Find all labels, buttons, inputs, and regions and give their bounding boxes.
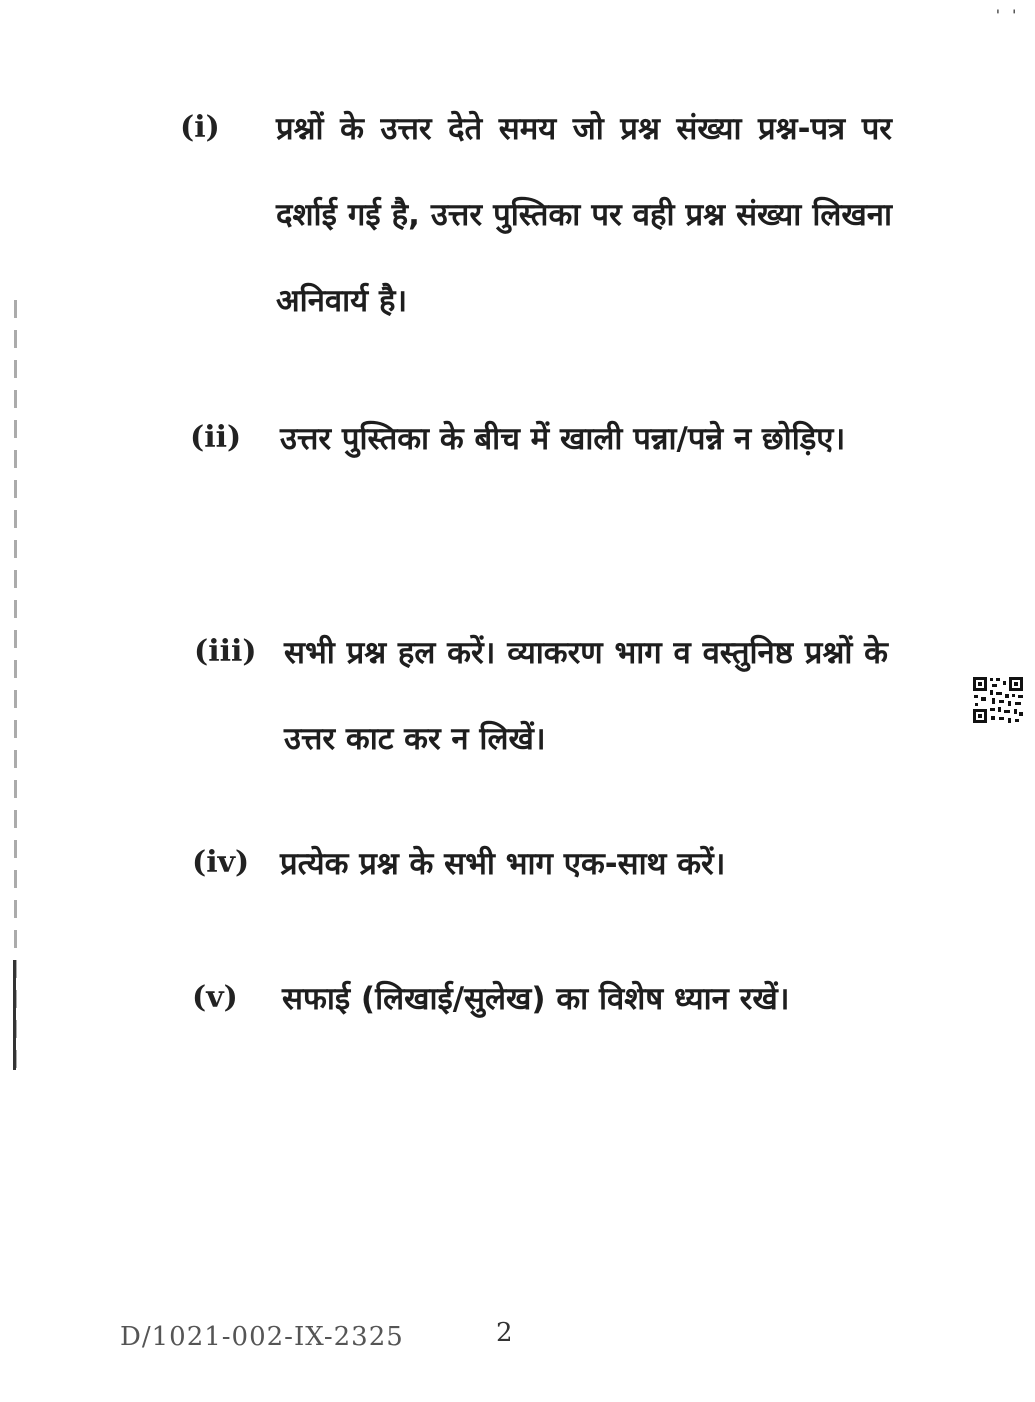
scan-corner-mark: ' ' — [996, 8, 1021, 24]
instruction-number: (iii) — [194, 634, 257, 669]
instruction-number: (iv) — [192, 845, 250, 880]
qr-code-icon — [972, 676, 1024, 724]
instruction-text: उत्तर पुस्तिका के बीच में खाली पन्ना/पन्ने न छोड़िए। — [280, 421, 846, 457]
instruction-number: (i) — [180, 110, 220, 145]
instruction-text: प्रत्येक प्रश्न के सभी भाग एक-साथ करें। — [280, 846, 726, 882]
instruction-number: (v) — [192, 980, 238, 1015]
instruction-text: सफाई (लिखाई/सुलेख) का विशेष ध्यान रखें। — [282, 981, 790, 1017]
paper-code: D/1021-002-IX-2325 — [120, 1322, 404, 1352]
instruction-text: प्रश्नों के उत्तर देते समय जो प्रश्न संख्या प्रश्न-पत्र पर दर्शाई गई है, उत्तर पुस्तिका पर वही प्रश्न संख्या लिखना अनिवार्य है। — [276, 111, 892, 319]
instruction-number: (ii) — [190, 420, 242, 455]
instruction-text: सभी प्रश्न हल करें। व्याकरण भाग व वस्तुनिष्ठ प्रश्नों के उत्तर काट कर न लिखें। — [284, 635, 888, 757]
page-number: 2 — [496, 1318, 513, 1348]
binding-margin-mark — [13, 960, 16, 1070]
